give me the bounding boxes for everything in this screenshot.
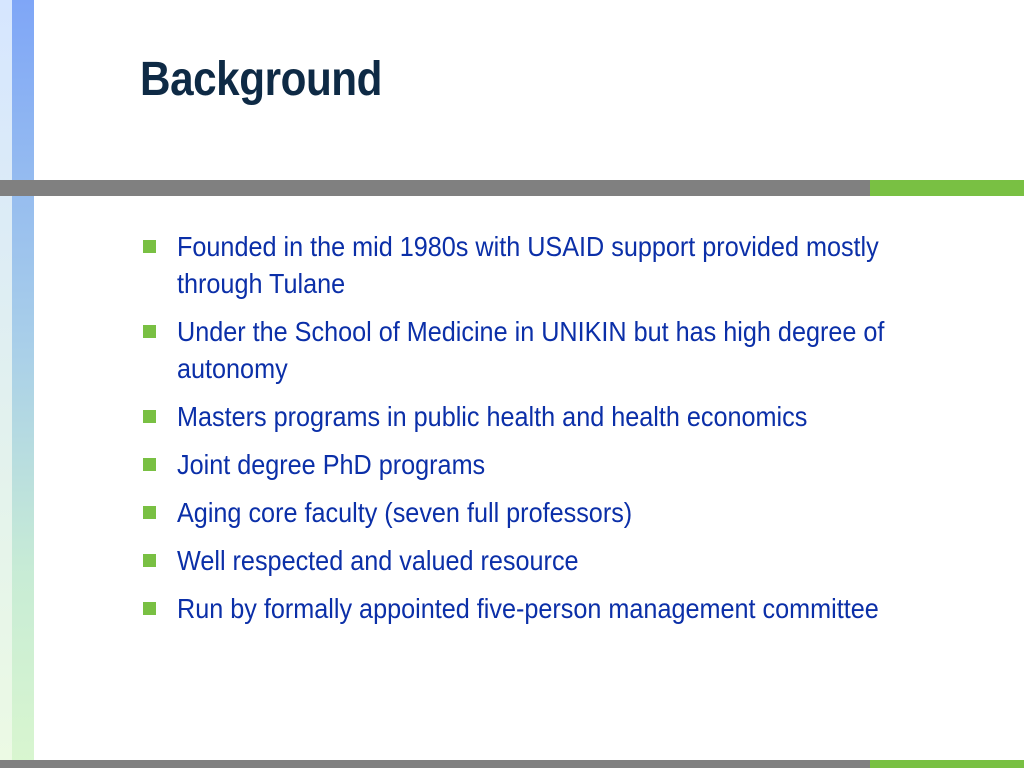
title-divider-green [870,180,1024,196]
square-bullet-icon [143,506,156,519]
footer-divider-gray [0,760,870,768]
bullet-text: Founded in the mid 1980s with USAID support provided mostly through Tulane [177,231,879,299]
bullet-item [140,398,960,435]
left-gradient-stripe [0,0,34,768]
square-bullet-icon [143,602,156,615]
footer-divider-green [870,760,1024,768]
bullet-item [140,542,960,579]
bullet-text: Masters programs in public health and health economics [177,401,808,432]
square-bullet-icon [143,410,156,423]
square-bullet-icon [143,554,156,567]
bullet-item [140,494,960,531]
square-bullet-icon [143,458,156,471]
bullet-item [140,313,960,387]
square-bullet-icon [143,240,156,253]
bullet-text: Under the School of Medicine in UNIKIN but has high degree of autonomy [177,316,885,384]
title-divider-gray [0,180,870,196]
bullet-text: Run by formally appointed five-person management committee [177,593,879,624]
slide-title: Background [140,53,383,106]
bullet-text: Joint degree PhD programs [177,449,486,480]
bullet-item [140,446,960,483]
bullet-item [140,228,960,302]
bullet-list [140,228,960,638]
bullet-text: Well respected and valued resource [177,545,579,576]
bullet-text: Aging core faculty (seven full professors) [177,497,633,528]
square-bullet-icon [143,325,156,338]
bullet-item [140,590,960,627]
